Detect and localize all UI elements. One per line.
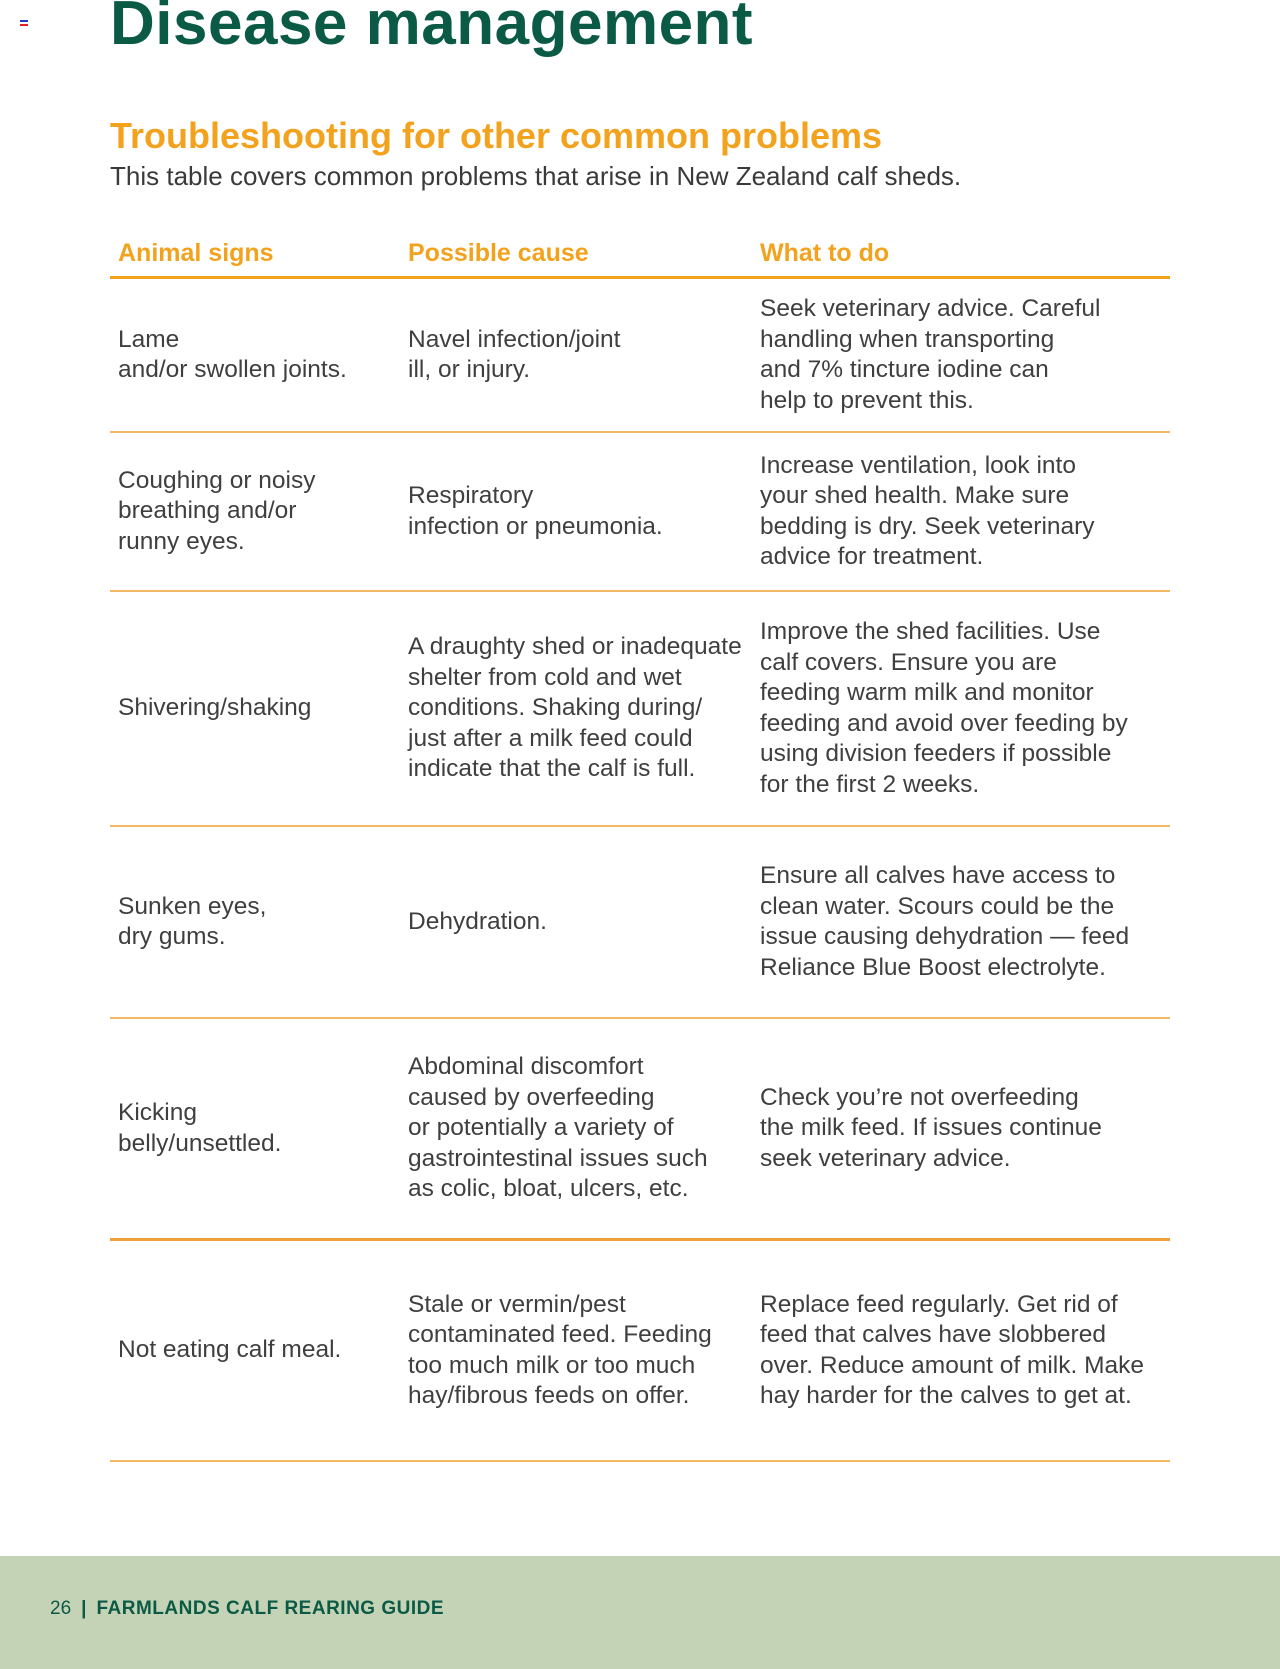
cell-what-to-do: Increase ventilation, look into your shed health. Make sure bedding is dry. Seek veterinary advice for treatment. xyxy=(760,451,1095,570)
cell-what-to-do: Improve the shed facilities. Use calf covers. Ensure you are feeding warm milk and monitor feeding and avoid over feeding by using division feeders if possible for the first 2 weeks. xyxy=(760,618,1128,798)
footer-text xyxy=(50,1598,444,1620)
cell-possible-cause: A draughty shed or inadequate shelter from cold and wet conditions. Shaking during/ just after a milk feed could indicate that the calf is full. xyxy=(408,633,742,783)
cell-animal-signs: Kicking belly/unsettled. xyxy=(118,1099,282,1157)
header-possible-cause: Possible cause xyxy=(408,238,589,267)
cell-animal-signs: Lame and/or swollen joints. xyxy=(118,325,347,383)
cell-what-to-do: Ensure all calves have access to clean water. Scours could be the issue causing dehydration — feed Reliance Blue Boost electrolyte. xyxy=(760,862,1130,981)
section-subtitle: This table covers common problems that arise in New Zealand calf sheds. xyxy=(110,161,962,191)
cell-animal-signs: Not eating calf meal. xyxy=(118,1336,342,1364)
table-row xyxy=(110,433,1170,592)
page-footer xyxy=(0,1556,1280,1669)
page-number: 26 xyxy=(50,1598,72,1619)
cell-possible-cause: Abdominal discomfort caused by overfeeding or potentially a variety of gastrointestinal issues such as colic, bloat, ulcers, etc. xyxy=(408,1053,708,1203)
cell-what-to-do: Replace feed regularly. Get rid of feed that calves have slobbered over. Reduce amount of milk. Make hay harder for the calves to get at. xyxy=(760,1290,1145,1409)
guide-title: FARMLANDS CALF REARING GUIDE xyxy=(96,1598,445,1619)
table-row xyxy=(110,592,1170,827)
cell-animal-signs: Shivering/shaking xyxy=(118,694,312,722)
troubleshooting-table xyxy=(110,230,1170,1462)
table-row xyxy=(110,1019,1170,1241)
header-animal-signs: Animal signs xyxy=(118,238,274,267)
table-row xyxy=(110,1241,1170,1462)
cell-what-to-do: Seek veterinary advice. Careful handling when transporting and 7% tincture iodine can help to prevent this. xyxy=(760,295,1101,414)
table-row xyxy=(110,827,1170,1019)
cell-possible-cause: Stale or vermin/pest contaminated feed. Feeding too much milk or too much hay/fibrous feeds on offer. xyxy=(408,1290,712,1409)
cell-possible-cause: Respiratory infection or pneumonia. xyxy=(408,482,663,540)
footer-separator: | xyxy=(81,1598,87,1619)
cell-possible-cause: Navel infection/joint ill, or injury. xyxy=(408,325,621,383)
section-title: Troubleshooting for other common problems xyxy=(110,115,883,156)
page-title: Disease management xyxy=(110,0,754,58)
table-header xyxy=(110,230,1170,279)
table-row xyxy=(110,279,1170,433)
header-what-to-do: What to do xyxy=(760,238,890,267)
cell-animal-signs: Coughing or noisy breathing and/or runny eyes. xyxy=(118,466,316,555)
cell-possible-cause: Dehydration. xyxy=(408,907,547,935)
flag-icon xyxy=(20,20,28,26)
cell-animal-signs: Sunken eyes, dry gums. xyxy=(118,892,267,950)
cell-what-to-do: Check you’re not overfeeding the milk feed. If issues continue seek veterinary advice. xyxy=(760,1083,1102,1172)
